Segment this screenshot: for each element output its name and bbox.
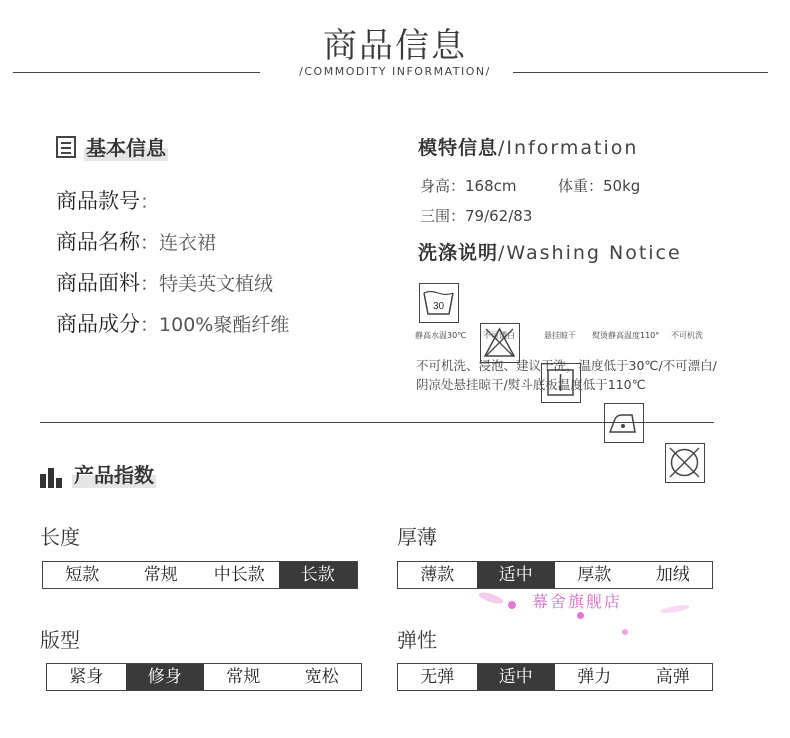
petal-decoration — [577, 612, 584, 619]
wash-label-2: 不可漂白 — [483, 331, 515, 340]
elasticity-option-medium: 适中 — [477, 664, 556, 690]
fit-option-slim: 修身 — [126, 664, 205, 690]
elasticity-scale — [397, 663, 713, 691]
wash-label-4: 熨烫静高温度110° — [592, 331, 660, 340]
thickness-option-fleece: 加绒 — [655, 565, 690, 585]
wash-30-icon — [419, 283, 459, 323]
fit-label: 版型 — [40, 628, 80, 652]
model-info-heading: 模特信息/Information — [418, 137, 639, 159]
fit-option-tight: 紧身 — [69, 667, 104, 687]
petal-decoration — [477, 590, 504, 606]
basic-row-name: 商品名称：连衣裙 — [56, 230, 217, 254]
thickness-option-thin: 薄款 — [420, 565, 455, 585]
basic-row-code: 商品款号： — [56, 189, 160, 213]
elasticity-option-high: 高弹 — [655, 667, 690, 687]
store-watermark: 幕舍旗舰店 — [532, 592, 623, 611]
length-scale — [42, 561, 358, 589]
petal-decoration — [508, 601, 516, 609]
wash-label-3: 悬挂晾干 — [544, 331, 576, 340]
length-option-regular: 常规 — [143, 565, 178, 585]
thickness-option-medium: 适中 — [477, 562, 556, 588]
thickness-label: 厚薄 — [397, 525, 437, 549]
iron-110-icon — [604, 403, 644, 443]
washing-heading: 洗涤说明/Washing Notice — [418, 242, 682, 264]
model-height: 身高：168cm — [420, 177, 517, 195]
elasticity-option-none: 无弹 — [420, 667, 455, 687]
length-option-long: 长款 — [279, 562, 358, 588]
svg-text:30: 30 — [432, 301, 445, 312]
page-subtitle: /COMMODITY INFORMATION/ — [299, 65, 491, 78]
wash-label-5: 不可机洗 — [671, 331, 703, 340]
fit-option-loose: 宽松 — [304, 667, 339, 687]
thickness-option-thick: 厚款 — [577, 565, 612, 585]
petal-decoration — [660, 603, 691, 614]
elasticity-label: 弹性 — [397, 628, 437, 652]
model-weight: 体重：50kg — [558, 177, 641, 195]
wash-label-1: 静高水温30℃ — [415, 331, 467, 340]
basic-row-composition: 商品成分：100%聚酯纤维 — [56, 312, 290, 336]
model-measurements: 三围：79/62/83 — [420, 207, 533, 225]
document-icon — [56, 136, 76, 158]
indices-heading: 产品指数 — [40, 459, 156, 488]
length-option-midlong: 中长款 — [213, 565, 265, 585]
basic-info-title: 基本信息 — [84, 132, 168, 161]
length-label: 长度 — [40, 525, 80, 549]
fit-option-regular: 常规 — [226, 667, 261, 687]
section-divider — [40, 422, 714, 423]
fit-scale — [46, 663, 362, 691]
washing-note-2: 阴凉处悬挂晾干/熨斗底板温度低于110℃ — [416, 377, 646, 392]
elasticity-option-stretch: 弹力 — [577, 667, 612, 687]
length-option-short: 短款 — [65, 565, 100, 585]
no-machine-wash-icon — [665, 443, 705, 483]
washing-note-1: 不可机洗、浸泡、建议干洗，温度低于30℃/不可漂白/ — [416, 358, 717, 373]
thickness-scale — [397, 561, 713, 589]
bar-chart-icon — [40, 468, 64, 488]
page-title: 商品信息 — [323, 26, 467, 66]
petal-decoration — [622, 629, 628, 635]
basic-row-fabric: 商品面料：特美英文植绒 — [56, 271, 274, 295]
basic-info-heading — [56, 132, 168, 161]
